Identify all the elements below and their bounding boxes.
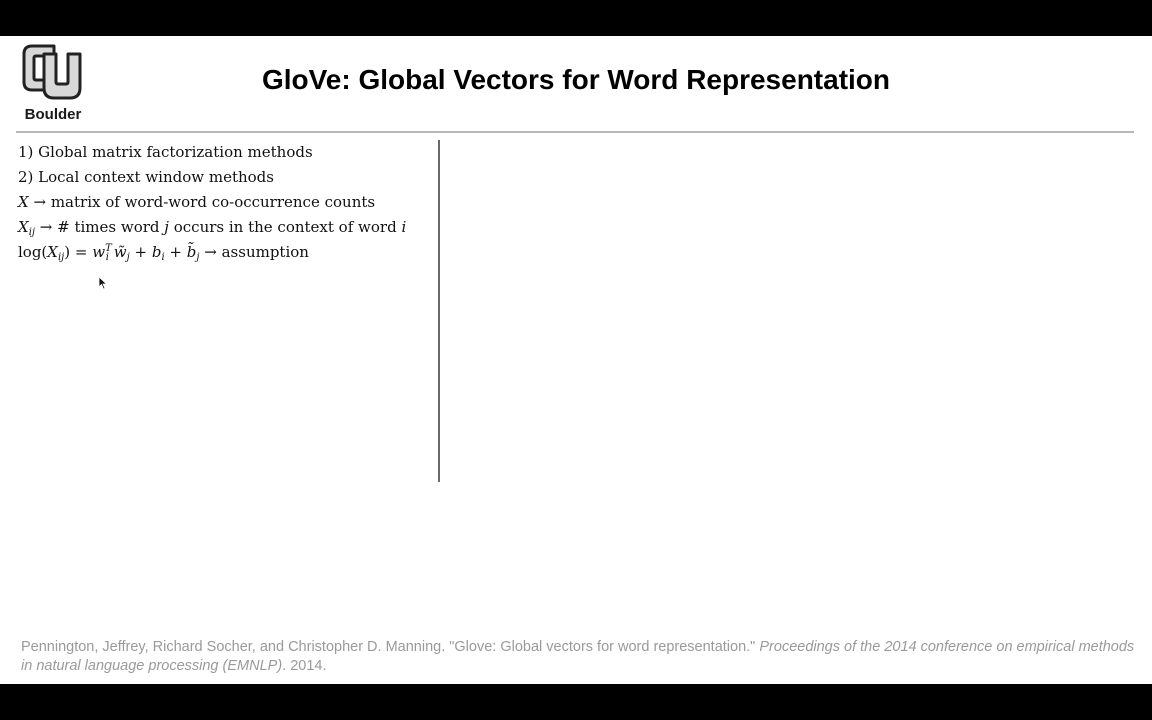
slide-title: GloVe: Global Vectors for Word Representation [261,64,891,95]
eq-b: b [151,243,162,261]
glove-equation [18,240,433,265]
eq-plus-1: + [129,243,152,261]
slide-content [18,140,433,265]
eq-w-sup: T [105,243,112,254]
eq-x: X [47,243,58,261]
xij-desc-j: j [164,218,169,236]
eq-b-tilde: b̃ [186,243,197,261]
eq-w-tilde: w̃ [113,243,127,261]
citation [21,638,1136,676]
title-divider [16,131,1134,133]
citation-text: Pennington, Jeffrey, Richard Socher, and Christopher D. Manning. "Glove: Global vectors for word representation." [21,639,760,655]
xij-desc-i: i [401,218,407,236]
column-divider [438,140,440,482]
definition-x [18,190,433,215]
xij-subscript: ij [28,227,35,238]
list-item-2: 2) Local context window methods [18,168,274,186]
list-item-1: 1) Global matrix factorization methods [18,143,313,161]
logo-text: Boulder [24,106,82,123]
slide [0,36,1152,684]
eq-plus-2: + [164,243,187,261]
definition-xij [18,215,433,240]
x-description: matrix of word-word co-occurrence counts [50,193,376,211]
eq-x-sub: ij [57,252,65,263]
eq-w: w [92,243,106,261]
xij-desc-b: occurs in the context of word [173,218,397,236]
eq-w-sub: i [105,252,109,263]
eq-log-open: log( [18,243,48,261]
arrow: → [33,193,47,211]
arrow: → [204,243,217,261]
arrow: → [39,218,53,236]
eq-assumption: assumption [221,243,309,261]
citation-year: . 2014. [282,658,327,674]
xij-desc-a: # times word [57,218,160,236]
mouse-cursor-icon [98,276,108,290]
eq-b-sub: i [161,252,165,263]
xij-symbol: X [18,218,29,236]
eq-w-tilde-sub: j [126,252,130,263]
eq-b-tilde-sub: j [196,252,200,263]
citation-journal: Proceedings of the 2014 conference on empirical methods in natural language processing (EMNLP) [21,639,1135,674]
x-symbol: X [18,193,29,211]
eq-log-close: ) = [64,243,93,261]
